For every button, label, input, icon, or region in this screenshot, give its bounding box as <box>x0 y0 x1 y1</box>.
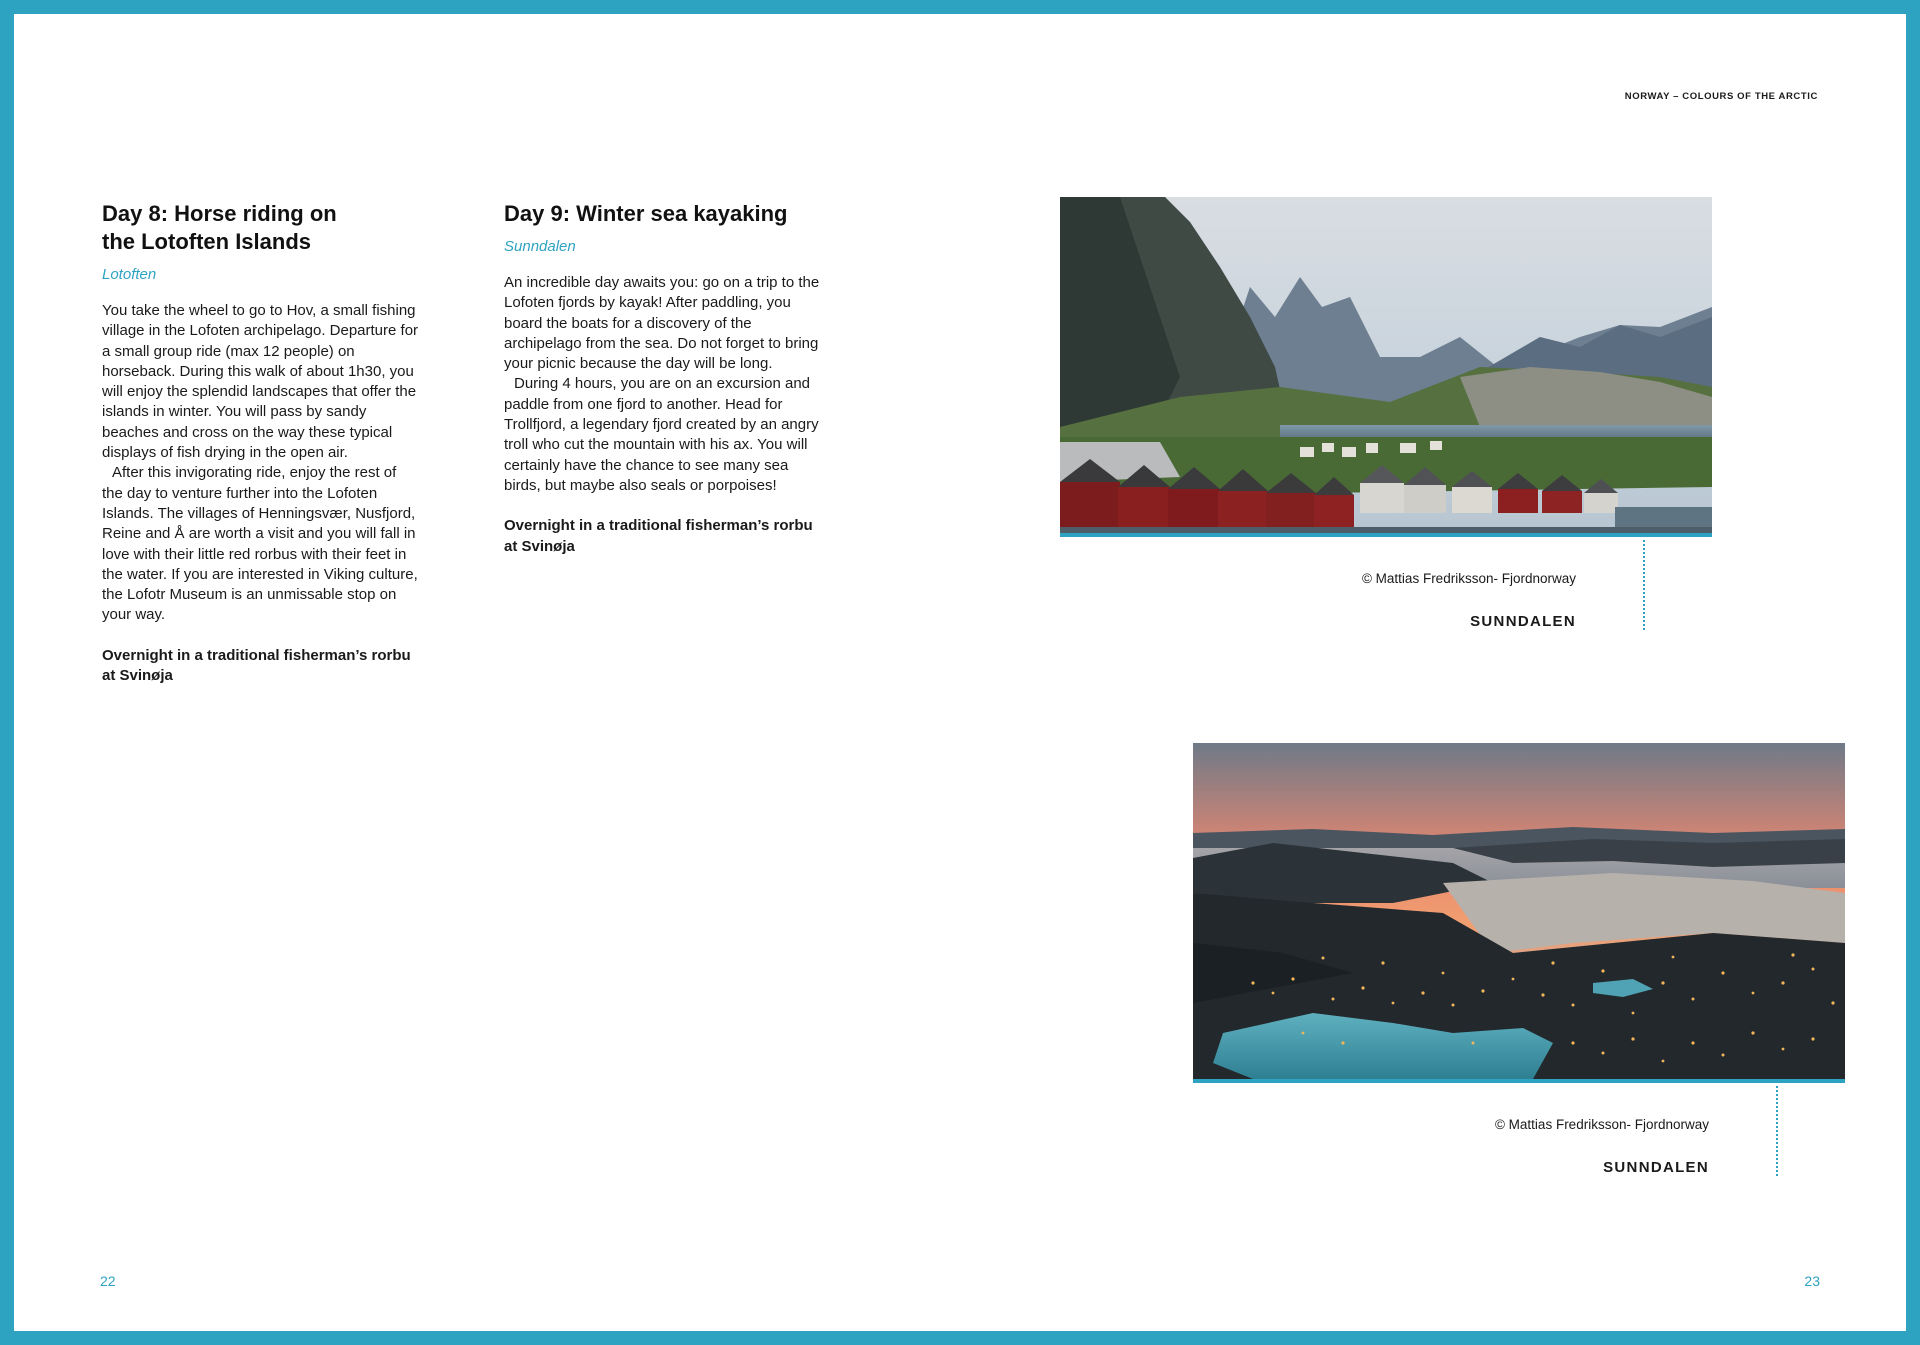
day8-location: Lotoften <box>102 266 157 283</box>
day9-overnight: Overnight in a traditional fisherman’s rorbu at Svinøja <box>504 517 813 555</box>
photo2-dotted-rule <box>1776 1086 1778 1176</box>
photo1-credit: © Mattias Fredriksson- Fjordnorway <box>1361 571 1576 586</box>
photo-city-dusk <box>1193 743 1845 1083</box>
day8-title-line2: the Lotoften Islands <box>102 229 311 254</box>
running-head: NORWAY – COLOURS OF THE ARCTIC <box>1624 91 1818 102</box>
day9-location: Sunndalen <box>504 238 576 255</box>
day8-paragraph-1: You take the wheel to go to Hov, a small fishing village in the Lofoten archipelago. Departure for a small group ride (max 12 people) on horseback. During this walk of about 1h30, you will enjoy the splendid landscapes that offer the islands in winter. You will pass by sandy beaches and cross on the way these typical displays of fish drying in the open air. <box>102 302 419 462</box>
photo2-credit: © Mattias Fredriksson- Fjordnorway <box>1494 1117 1709 1132</box>
day9-paragraph-1: An incredible day awaits you: go on a trip to the Lofoten fjords by kayak! After paddling, you board the boats for a discovery of the archipelago from the sea. Do not forget to bring your picnic because the day will be long. <box>504 274 820 373</box>
day9-title: Day 9: Winter sea kayaking <box>504 201 788 226</box>
day8-section <box>102 200 420 686</box>
page-number-right: 23 <box>1804 1273 1820 1289</box>
photo1-caption: SUNNDALEN <box>1470 613 1576 630</box>
photo2-caption: SUNNDALEN <box>1603 1159 1709 1176</box>
day8-title <box>102 200 420 256</box>
mountain-village-illustration <box>1060 197 1712 533</box>
day8-title-line1: Day 8: Horse riding on <box>102 201 337 226</box>
photo-mountain-village <box>1060 197 1712 537</box>
day8-overnight: Overnight in a traditional fisherman’s rorbu at Svinøja <box>102 646 411 685</box>
day9-section <box>504 200 822 557</box>
day8-paragraph-2: After this invigorating ride, enjoy the rest of the day to venture further into the Lofoten Islands. The villages of Henningsvær, Nusfjord, Reine and Å are worth a visit and you will fall in love with their little red rorbus with their feet in the water. If you are interested in Viking culture, the Lofotr Museum is an unmissable stop on your way. <box>102 464 418 624</box>
day9-paragraph-2: During 4 hours, you are on an excursion and paddle from one fjord to another. Head for Trollfjord, a legendary fjord created by an angry troll who cut the mountain with his ax. You will certainly have the chance to see many sea birds, but maybe also seals or porpoises! <box>504 375 819 494</box>
photo1-dotted-rule <box>1643 540 1645 630</box>
city-dusk-illustration <box>1193 743 1845 1079</box>
page-number-left: 22 <box>100 1273 116 1289</box>
